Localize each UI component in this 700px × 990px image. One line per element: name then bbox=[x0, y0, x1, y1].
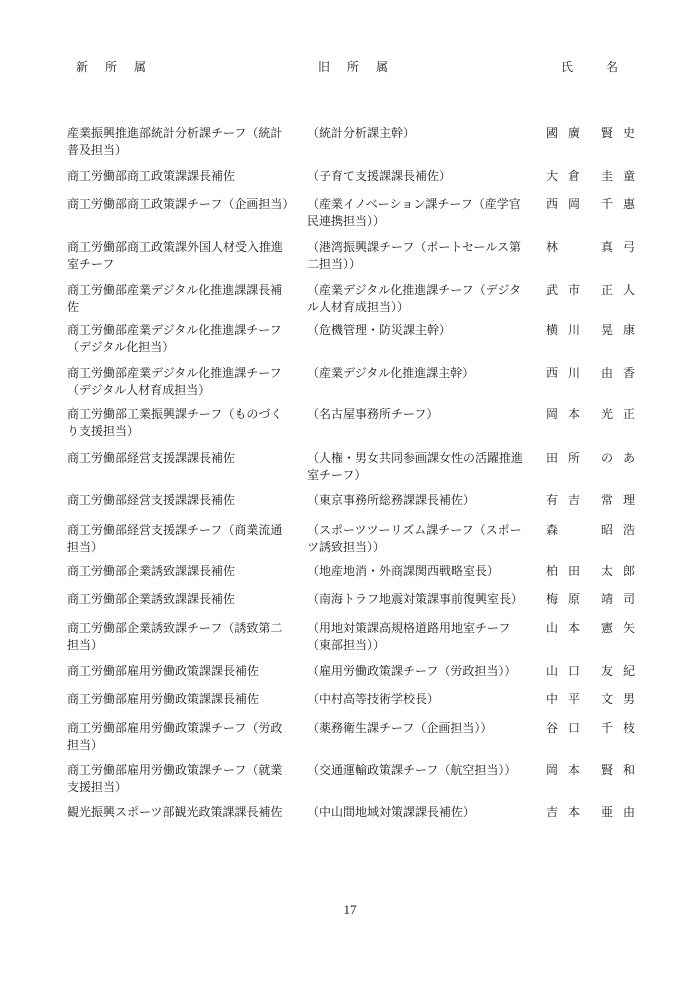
given-name: 靖司 bbox=[601, 592, 646, 606]
new-position: 商工労働部産業デジタル化推進課チーフ（デジタル人材育成担当） bbox=[67, 366, 282, 397]
given-name: 光正 bbox=[601, 407, 646, 421]
surname: 國廣 bbox=[546, 126, 591, 140]
new-position: 商工労働部産業デジタル化推進課課長補佐 bbox=[67, 283, 283, 314]
old-position: （名古屋事務所チーフ） bbox=[307, 407, 439, 421]
old-position: （産業イノベーション課チーフ（産学官民連携担当）） bbox=[307, 197, 521, 228]
surname: 有吉 bbox=[546, 493, 591, 507]
new-position: 商工労働部企業誘致課課長補佐 bbox=[67, 592, 236, 606]
new-position: 商工労働部雇用労働政策課課長補佐 bbox=[67, 692, 260, 706]
new-position: 商工労働部工業振興課チーフ（ものづくり支援担当） bbox=[67, 407, 283, 438]
old-position: （港湾振興課チーフ（ポートセールス第二担当）） bbox=[307, 240, 521, 271]
given-name: 真弓 bbox=[601, 240, 646, 254]
old-position: （東京事務所総務課課長補佐） bbox=[307, 493, 476, 507]
new-position: 商工労働部産業デジタル化推進課チーフ（デジタル化担当） bbox=[67, 323, 282, 354]
given-name: 由香 bbox=[601, 366, 646, 380]
surname: 中平 bbox=[546, 692, 591, 706]
old-position: （用地対策課高規格道路用地室チーフ（東部担当）） bbox=[307, 621, 511, 652]
new-position: 観光振興スポーツ部観光政策課課長補佐 bbox=[67, 805, 283, 819]
old-position: （産業デジタル化推進課主幹） bbox=[307, 366, 475, 380]
surname: 山口 bbox=[546, 664, 591, 678]
new-position: 商工労働部雇用労働政策課チーフ（労政担当） bbox=[67, 721, 283, 752]
old-position: （危機管理・防災課主幹） bbox=[307, 323, 452, 337]
given-name: 太郎 bbox=[601, 564, 646, 578]
given-name: 常理 bbox=[601, 493, 646, 507]
new-position: 商工労働部企業誘致課チーフ（誘致第二担当） bbox=[67, 621, 283, 652]
surname: 岡本 bbox=[546, 763, 591, 777]
given-name: 賢和 bbox=[601, 763, 646, 777]
old-position: （中山間地域対策課課長補佐） bbox=[307, 805, 476, 819]
given-name: 文男 bbox=[601, 692, 646, 706]
surname: 大倉 bbox=[546, 169, 591, 183]
surname: 山本 bbox=[546, 621, 591, 635]
old-position: （薬務衛生課チーフ（企画担当）） bbox=[307, 721, 493, 735]
header-old-position: 旧所属 bbox=[318, 60, 406, 74]
surname: 谷口 bbox=[546, 721, 591, 735]
new-position: 商工労働部商工政策課課長補佐 bbox=[67, 169, 236, 183]
given-name: 亜由 bbox=[601, 805, 646, 819]
new-position: 商工労働部企業誘致課課長補佐 bbox=[67, 564, 236, 578]
surname: 田所 bbox=[546, 451, 591, 465]
given-name: 賢史 bbox=[601, 126, 646, 140]
surname: 西岡 bbox=[546, 197, 591, 211]
old-position: （南海トラフ地震対策課事前復興室長） bbox=[307, 592, 524, 606]
surname: 武市 bbox=[546, 283, 591, 297]
new-position: 商工労働部雇用労働政策課課長補佐 bbox=[67, 664, 260, 678]
old-position: （地産地消・外商課関西戦略室長） bbox=[307, 564, 500, 578]
old-position: （人権・男女共同参画課女性の活躍推進室チーフ） bbox=[307, 451, 524, 482]
old-position: （交通運輸政策課チーフ（航空担当）） bbox=[307, 763, 517, 777]
given-name: のあ bbox=[601, 451, 646, 465]
given-name: 圭童 bbox=[601, 169, 646, 183]
old-position: （産業デジタル化推進課チーフ（デジタル人材育成担当）） bbox=[307, 283, 521, 314]
surname: 柏田 bbox=[546, 564, 591, 578]
surname: 森 bbox=[546, 523, 569, 537]
old-position: （スポーツツーリズム課チーフ（スポーツ誘致担当）） bbox=[307, 523, 522, 554]
given-name: 晃康 bbox=[601, 323, 646, 337]
new-position: 産業振興推進部統計分析課チーフ（統計普及担当） bbox=[67, 126, 283, 157]
given-name: 正人 bbox=[601, 283, 646, 297]
new-position: 商工労働部雇用労働政策課チーフ（就業支援担当） bbox=[67, 763, 283, 794]
old-position: （子育て支援課課長補佐） bbox=[307, 169, 452, 183]
surname: 林 bbox=[546, 240, 569, 254]
given-name: 友紀 bbox=[601, 664, 646, 678]
surname: 横川 bbox=[546, 323, 591, 337]
page-number: 17 bbox=[343, 902, 357, 917]
surname: 西川 bbox=[546, 366, 591, 380]
header-new-position: 新所属 bbox=[76, 60, 164, 74]
new-position: 商工労働部経営支援課課長補佐 bbox=[67, 493, 236, 507]
new-position: 商工労働部経営支援課チーフ（商業流通担当） bbox=[67, 523, 283, 554]
given-name: 千惠 bbox=[601, 197, 646, 211]
new-position: 商工労働部商工政策課チーフ（企画担当） bbox=[67, 197, 295, 211]
surname: 岡本 bbox=[546, 407, 591, 421]
surname: 吉本 bbox=[546, 805, 591, 819]
given-name: 憲矢 bbox=[601, 621, 646, 635]
old-position: （雇用労働政策課チーフ（労政担当）） bbox=[307, 664, 517, 678]
new-position: 商工労働部商工政策課外国人材受入推進室チーフ bbox=[67, 240, 284, 271]
header-name-part2: 名 bbox=[606, 60, 619, 74]
surname: 梅原 bbox=[546, 592, 591, 606]
new-position: 商工労働部経営支援課課長補佐 bbox=[67, 451, 236, 465]
given-name: 千枝 bbox=[601, 721, 646, 735]
old-position: （中村高等技術学校長） bbox=[307, 692, 440, 706]
header-name-part1: 氏 bbox=[561, 60, 574, 74]
column-header bbox=[0, 57, 700, 77]
old-position: （統計分析課主幹） bbox=[307, 126, 416, 140]
given-name: 昭浩 bbox=[601, 523, 646, 537]
